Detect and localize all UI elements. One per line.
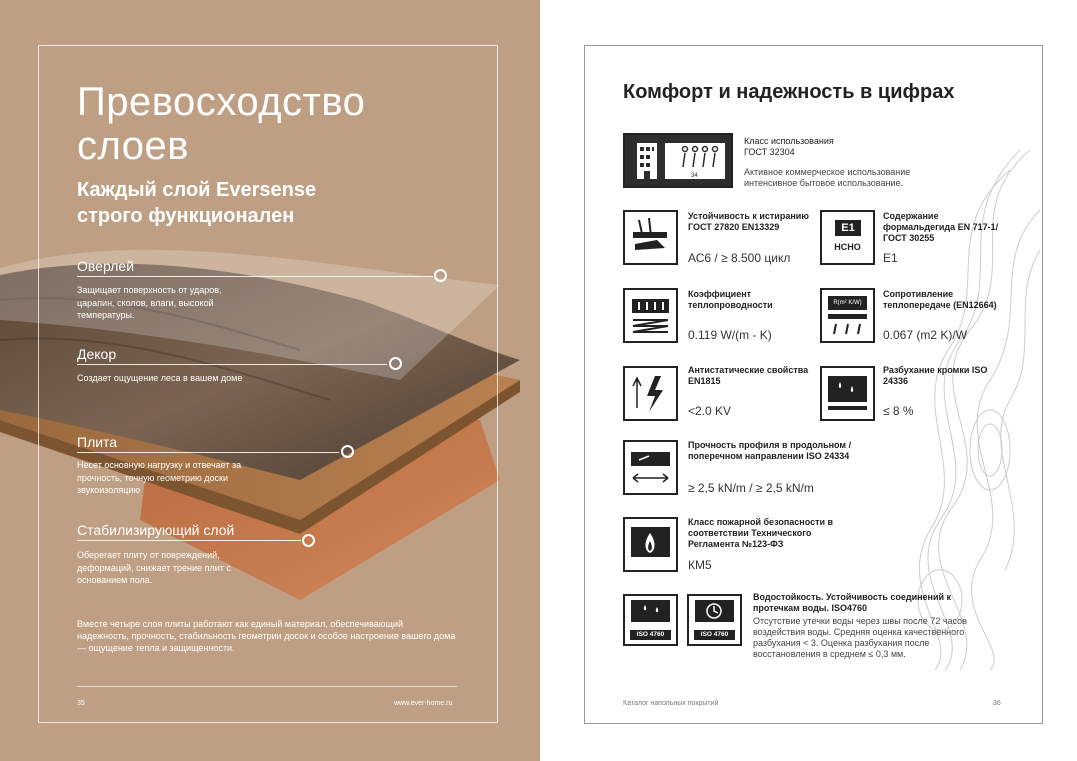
page-subtitle [77,177,316,229]
water-resistance-icon-2 [687,594,742,646]
conductivity-label: Коэффициент теплопроводности [688,289,773,310]
layer-marker-decor [389,357,402,370]
layer-name-overlay: Оверлей [77,258,135,274]
subtitle-line-2: строго функционален [77,205,295,227]
title-line-1: Превосходство [77,80,366,124]
formaldehyde-value: E1 [883,251,898,265]
formaldehyde-icon [820,210,875,265]
specs-title: Комфорт и надежность в цифрах [623,81,955,103]
summary-text: Вместе четыре слоя плиты работают как единый материал, обеспечивающий надежность, прочность, стабильность геометрии досок и особое настроение вашего дома — ощущение тепла и защищенности. [77,619,456,653]
abrasion-value: АС6 / ≥ 8.500 цикл [688,251,791,265]
layer-marker-overlay [434,269,447,282]
page-number-right: 36 [993,700,1001,707]
resistance-label: Сопротивление теплопередаче (EN12664) [883,289,997,310]
layer-name-decor: Декор [77,346,117,362]
swelling-value: ≤ 8 % [883,404,914,418]
fire-label: Класс пожарной безопасности в соответствии Технического Регламента №123-ФЗ [688,517,834,549]
water-note: Отсутствие утечки воды через швы после 72 часов воздействия воды. Средняя оценка качественного разбухания < 3. Оценка разбухания после восстановления в среднем ≤ 0,3 мм. [753,616,967,659]
water-label: Водостойкость. Устойчивость соединений к протечкам воды. ISO4760 [753,592,952,613]
layer-marker-stabilizer [302,534,315,547]
page-number-left: 35 [77,700,85,707]
resistance-value: 0.067 (m2 K)/W [883,328,968,342]
usage-class-note: Активное коммерческое использование интенсивное бытовое использование. [744,167,911,188]
usage-class-icon [623,133,733,188]
layer-line-overlay [77,276,433,277]
title-line-2: слоев [77,124,190,168]
layer-line-stabilizer [77,540,301,541]
subtitle-line-1: Каждый слой Eversense [77,179,317,201]
lightning-icon [623,366,678,421]
conductivity-value: 0.119 W/(m - K) [688,328,772,342]
water-resistance-icon-1 [623,594,678,646]
layer-desc-stabilizer: Оберегает плиту от повреждений, деформаций, снижает трение плит с основанием пола. [77,550,231,585]
resistance-icon-text: R(m² K/W) [828,296,867,310]
thermal-conductivity-icon [623,288,678,343]
formaldehyde-icon-top: E1 [835,220,861,236]
layer-line-core [77,452,339,453]
antistatic-value: <2.0 KV [688,404,732,418]
page-title [77,80,365,168]
layer-desc-core: Несет основную нагрузку и отвечает за прочность, точную геометрию доски звукоизоляцию [77,460,242,495]
usage-class-label-line2: ГОСТ 32304 [744,147,795,157]
formaldehyde-label: Содержание формальдегида EN 717-1/ГОСТ 30255 [883,211,999,243]
fire-value: КМ5 [688,558,712,572]
usage-class-label [744,136,834,158]
layer-name-stabilizer: Стабилизирующий слой [77,522,235,538]
catalog-footer: Каталог напольных покрытий [623,700,719,707]
abrasion-label: Устойчивость к истиранию ГОСТ 27820 EN13329 [688,211,809,232]
layer-desc-decor: Создает ощущение леса в вашем доме [77,373,243,383]
antistatic-label: Антистатические свойства EN1815 [688,365,809,386]
fire-icon [623,517,678,572]
usage-class-number: 34 [691,173,698,179]
thermal-resistance-icon [820,288,875,343]
website-link: www.ever-home.ru [394,700,453,707]
layer-desc-overlay: Защищает поверхность от ударов, царапин, сколов, влаги, высокой температуры. [77,285,222,320]
water-icon-2-label: ISO 4760 [694,630,735,640]
profile-strength-icon [623,440,678,495]
formaldehyde-icon-bottom: НСНО [834,242,861,252]
swelling-label: Разбухание кромки ISO 24336 [883,365,988,386]
abrasion-icon [623,210,678,265]
layer-line-decor [77,364,387,365]
edge-swelling-icon [820,366,875,421]
water-icon-1-label: ISO 4760 [630,630,671,640]
footer-divider [77,686,457,687]
strength-value: ≥ 2,5 kN/m / ≥ 2,5 kN/m [688,481,814,495]
usage-class-label-line1: Класс использования [744,136,834,146]
strength-label: Прочность профиля в продольном / поперечном направлении ISO 24334 [688,440,852,461]
layer-name-core: Плита [77,434,118,450]
layer-marker-core [341,445,354,458]
